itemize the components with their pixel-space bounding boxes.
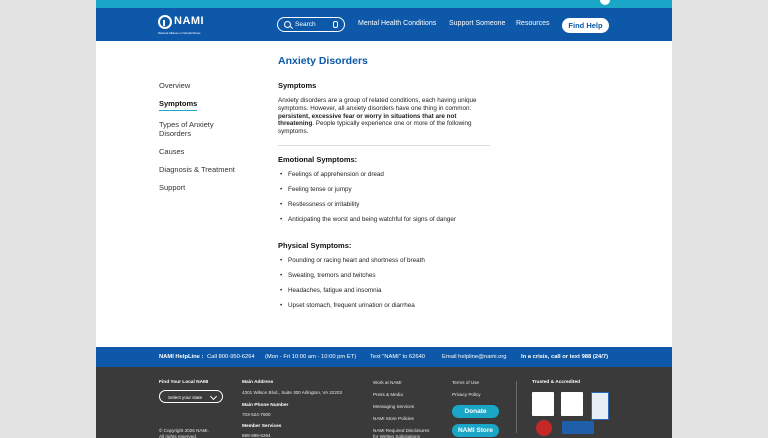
main-phone-label: Main Phone Number: [242, 403, 289, 408]
active-underline: [159, 110, 197, 111]
search-label: Search: [295, 21, 316, 28]
helpline-text[interactable]: Text "NAMI" to 62640: [370, 354, 426, 360]
member-services-label: Member Services: [242, 424, 282, 429]
sidebar-item-symptoms[interactable]: [159, 99, 249, 111]
main-address: 4301 Wilson Blvd., Suite 300 Arlington, VA 22203: [242, 390, 343, 395]
site-footer: [96, 367, 672, 438]
footer-link-disclosures-2[interactable]: for Written Solicitations: [373, 434, 420, 438]
page-title: Anxiety Disorders: [278, 55, 368, 67]
state-select-value: Select your state: [168, 394, 203, 400]
copyright-line-1: © Copyright 2026 NAMI.: [159, 428, 209, 433]
account-icon[interactable]: [600, 0, 610, 5]
microphone-icon[interactable]: [333, 21, 338, 28]
chevron-down-icon: [210, 392, 217, 399]
bbb-accredited-badge[interactable]: [562, 421, 594, 434]
footer-link-privacy[interactable]: Privacy Policy: [452, 392, 481, 397]
donate-button[interactable]: Donate: [452, 405, 499, 418]
footer-link-disclosures[interactable]: NAMI Required Disclosures: [373, 428, 430, 433]
helpline-call[interactable]: Call 800-950-6264: [207, 354, 255, 360]
crisis-line[interactable]: In a crisis, call or text 988 (24/7): [521, 354, 608, 360]
section-title-symptoms: Symptoms: [278, 81, 317, 90]
main-address-label: Main Address: [242, 380, 274, 385]
nav-support-someone[interactable]: Support Someone: [449, 20, 506, 27]
sidebar-item-causes[interactable]: Causes: [159, 147, 185, 157]
find-help-button[interactable]: Find Help: [562, 18, 609, 33]
nav-mental-health-conditions[interactable]: Mental Health Conditions: [358, 20, 437, 27]
intro-text-1: Anxiety disorders are a group of related conditions, each having unique symptoms. However, all anxiety disorders have one thing in common:: [278, 97, 477, 112]
emotional-symptoms-title: Emotional Symptoms:: [278, 155, 358, 164]
copyright-line-2: All rights reserved.: [159, 434, 198, 438]
ich-badge[interactable]: [591, 392, 609, 420]
list-item: • Headaches, fatigue and insomnia: [288, 287, 381, 294]
footer-link-terms[interactable]: Terms of Use: [452, 380, 480, 385]
intro-text-bold: persistent, excessive fear or worry in situations that are not threatening: [278, 112, 457, 128]
utility-bar: [96, 0, 672, 8]
main-phone[interactable]: 703-524-7600: [242, 412, 271, 417]
divider: [278, 145, 490, 146]
search-icon: [284, 21, 291, 28]
list-item: • Pounding or racing heart and shortness of breath: [288, 257, 425, 264]
list-item: • Anticipating the worst and being watchful for signs of danger: [288, 216, 456, 223]
footer-link-press[interactable]: Press & Media: [373, 392, 403, 397]
nami-store-button[interactable]: NAMI Store: [452, 424, 499, 437]
page-sidebar-nav: [159, 81, 249, 201]
list-item: • Feelings of apprehension or dread: [288, 171, 384, 178]
state-select[interactable]: [159, 390, 223, 403]
candid-seal-badge[interactable]: [561, 392, 583, 416]
helpline-bar: [96, 347, 672, 367]
footer-link-messaging[interactable]: Messaging Services: [373, 404, 415, 409]
intro-paragraph: [278, 97, 488, 136]
page: [96, 0, 672, 438]
footer-link-store-policies[interactable]: NAMI Store Policies: [373, 416, 414, 421]
helpline-hours: (Mon - Fri 10:00 am - 10:00 pm ET): [265, 354, 357, 360]
physical-symptoms-title: Physical Symptoms:: [278, 241, 352, 250]
helpline-label: NAMI HelpLine :: [159, 354, 204, 360]
charity-navigator-badge[interactable]: [532, 392, 554, 416]
intro-text-2: . People typically experience one or more of the following symptoms.: [278, 120, 472, 136]
main-content: [278, 55, 492, 309]
sidebar-item-types[interactable]: Types of Anxiety Disorders: [159, 120, 214, 139]
list-item: • Sweating, tremors and twitches: [288, 272, 376, 279]
sidebar-item-overview[interactable]: Overview: [159, 81, 191, 90]
search-box[interactable]: [277, 17, 345, 32]
list-item: • Feeling tense or jumpy: [288, 186, 352, 193]
footer-divider: [516, 381, 517, 433]
list-item: • Upset stomach, frequent urination or diarrhea: [288, 302, 415, 309]
find-local-title: Find Your Local NAMI: [159, 380, 209, 385]
list-item: • Restlessness or irritability: [288, 201, 359, 208]
top-rated-badge[interactable]: [536, 420, 552, 436]
nav-resources[interactable]: Resources: [516, 20, 550, 27]
nami-logo[interactable]: [158, 15, 212, 37]
sidebar-item-symptoms-label: Symptoms: [159, 99, 198, 108]
logo-wordmark: NAMI: [174, 15, 205, 27]
logo-mark-icon: [158, 15, 172, 29]
helpline-email[interactable]: Email helpline@nami.org: [442, 354, 507, 360]
sidebar-item-diagnosis-treatment[interactable]: Diagnosis & Treatment: [159, 165, 235, 175]
site-header: [96, 8, 672, 41]
sidebar-item-support[interactable]: Support: [159, 183, 186, 193]
member-services-phone[interactable]: 888-999-6264: [242, 433, 271, 438]
logo-tagline: National Alliance on Mental Illness: [158, 31, 201, 35]
footer-link-work[interactable]: Work at NAMI: [373, 380, 402, 385]
trusted-title: Trusted & Accredited: [532, 380, 581, 385]
